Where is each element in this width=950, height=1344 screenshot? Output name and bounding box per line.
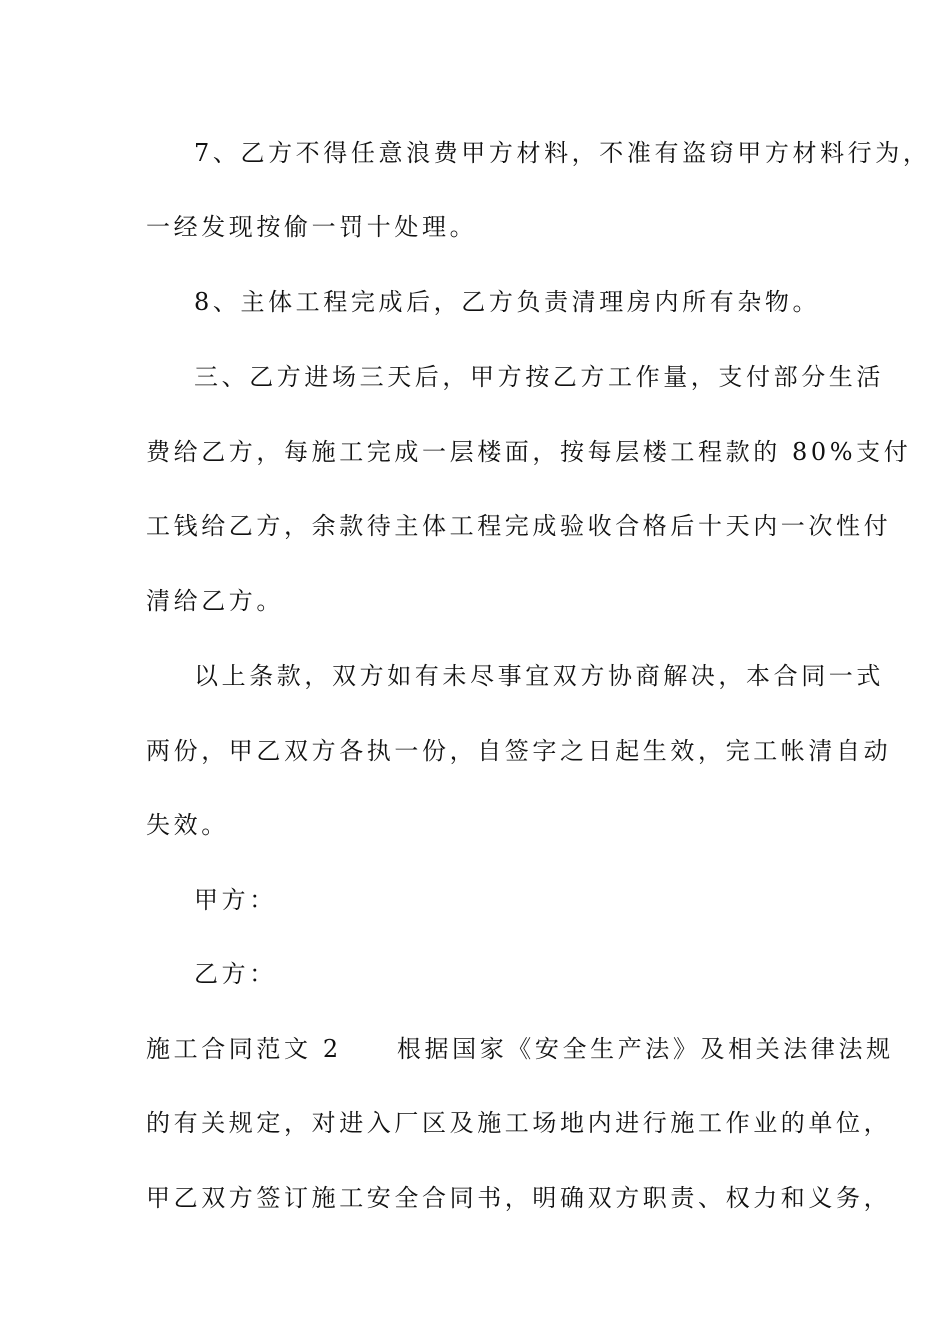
clause-7-line-2: 一经发现按偷一罚十处理。: [146, 213, 478, 241]
clause-8-line-1: 8、主体工程完成后，乙方负责清理房内所有杂物。: [194, 288, 821, 316]
party-a-signature-label: 甲方：: [194, 886, 277, 914]
section-3-line-4: 清给乙方。: [146, 587, 284, 615]
section-3-line-2: 费给乙方，每施工完成一层楼面，按每层楼工程款的 80%支付: [146, 438, 912, 466]
party-b-signature-label: 乙方：: [194, 960, 277, 988]
sample-2-line-1: 施工合同范文 2 根据国家《安全生产法》及相关法律法规: [146, 1035, 894, 1063]
closing-line-2: 两份，甲乙双方各执一份，自签字之日起生效，完工帐清自动: [146, 737, 892, 765]
section-3-line-3: 工钱给乙方，余款待主体工程完成验收合格后十天内一次性付: [146, 512, 892, 540]
sample-2-line-2: 的有关规定，对进入厂区及施工场地内进行施工作业的单位，: [146, 1109, 892, 1137]
closing-line-3: 失效。: [146, 811, 229, 839]
section-3-line-1: 三、乙方进场三天后，甲方按乙方工作量，支付部分生活: [194, 363, 884, 391]
sample-2-line-3: 甲乙双方签订施工安全合同书，明确双方职责、权力和义务，: [146, 1184, 892, 1212]
closing-line-1: 以上条款，双方如有未尽事宜双方协商解决，本合同一式: [194, 662, 884, 690]
clause-7-line-1: 7、乙方不得任意浪费甲方材料，不准有盗窃甲方材料行为，: [194, 139, 931, 167]
